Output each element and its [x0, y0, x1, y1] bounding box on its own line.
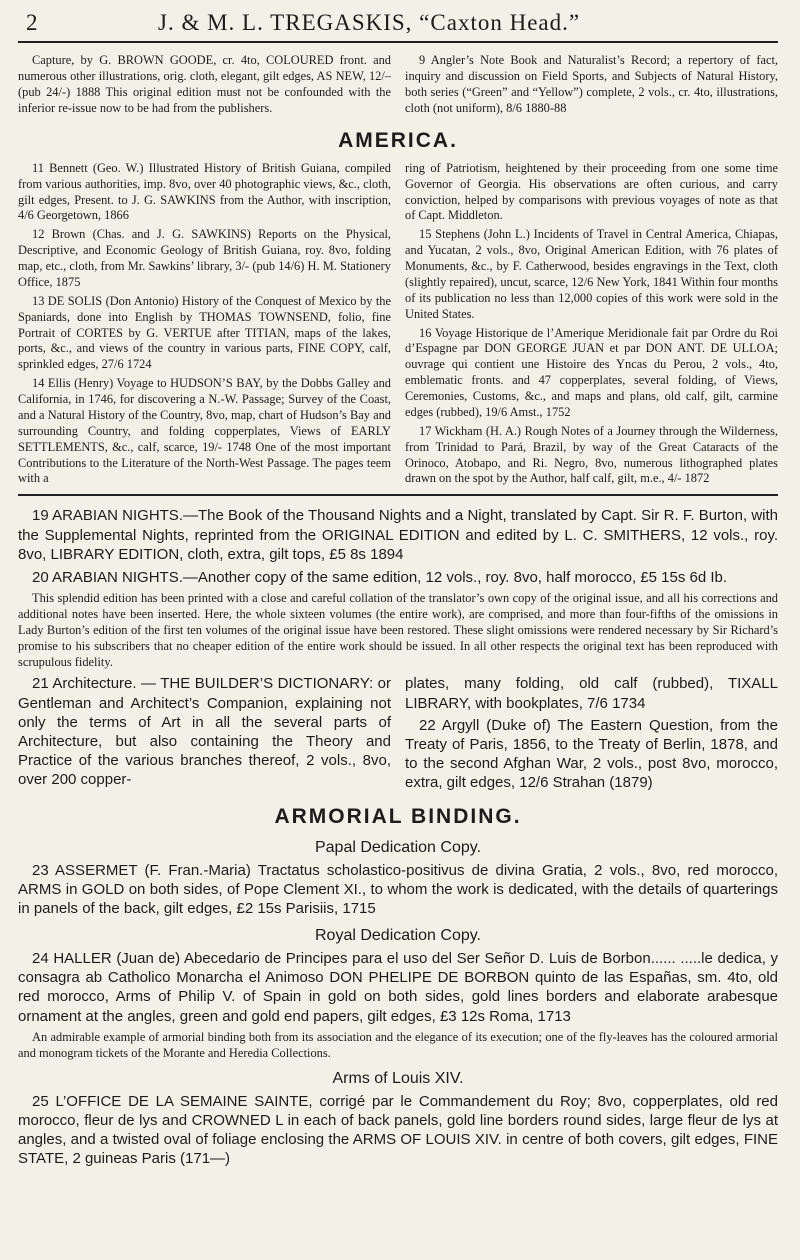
section-heading-america: AMERICA. — [338, 128, 458, 152]
entry-12: 12 Brown (Chas. and J. G. SAWKINS) Reports on the Physical, Descriptive, and Economic Geology of British Guiana, roy. 8vo, folding map, etc., cloth, from Mr. Sawkins’ library, 3/- (pub 14/6) H. M. Stationery Office, 1875 — [18, 227, 391, 289]
entry-19: 19 ARABIAN NIGHTS.—The Book of the Thousand Nights and a Night, translated by Capt. Sir R. F. Burton, with the Supplemental Nights, reprinted from the ORIGINAL EDITION and edited by L. C. SMITHERS, 12 vols., roy. 8vo, LIBRARY EDITION, cloth, extra, gilt tops, £5 8s 1894 — [18, 507, 778, 563]
entry-24: 24 HALLER (Juan de) Abecedario de Principes para el uso del Ser Señor D. Luis de Borbon...... .....le dedica, y consagra ab Catholico Monarcha el Animoso DON PHELIPE DE BORBON quinto de las Españas, sm. 4to, old red morocco, Arms of Philip V. of Spain in gold on both sides, gold lines borders and elaborate arabesque ornament at the angles, green and gold end papers, gilt edges, £3 12s Roma, 1713 — [18, 949, 778, 1025]
entry-11: 11 Bennett (Geo. W.) Illustrated History of British Guiana, compiled from various authorities, imp. 8vo, over 40 photographic views, &c., cloth, gilt edges, Present. to J. G. SAWKINS from the Author, with inscription, 4/6 Georgetown, 1866 — [18, 160, 391, 223]
subheading-louis: Arms of Louis XIV. — [332, 1070, 464, 1088]
arabian-note: This splendid edition has been printed with a close and careful collation of the translator’s own copy of the original issue, and all his corrections and additional notes have been inserted. Here, the whole sixteen volumes (the entire work), are comprised, and more than four-fifths of the omissions in Lady Burton’s edition of the first ten volumes of the original issue have been restored. These slight omissions were rendered necessary by Sir Richard’s promise to his subscribers that no cheaper edition of the entire work should be issued. In all other respects the original text has been reproduced with scrupulous fidelity. — [18, 591, 778, 669]
entry-24-note: An admirable example of armorial binding both from its association and the elegance of its execution; one of the fly-leaves has the coloured armorial and monogram tickets of the Morante and Heredia Collections. — [18, 1029, 778, 1060]
entry-21: 21 Architecture. — THE BUILDER’S DICTIONARY: or Gentleman and Architect’s Companion, explaining not only the terms of Art in all the several parts of Architecture, but also containing the Theory and Practice of the various branches thereof, 2 vols., 8vo, over 200 copper- — [18, 675, 391, 789]
top-right-column — [405, 53, 778, 120]
entry-15: 15 Stephens (John L.) Incidents of Travel in Central America, Chiapas, and Yucatan, 2 vols., 8vo, Original American Edition, with 76 plates of Monuments, &c., by F. Catherwood, besides engravings in the Text, cloth (slightly repaired), uncut, scarce, 12/6 New York, 1841 Within four months of its publication no less than 12,000 copies of this work were sold in the United States. — [405, 227, 778, 321]
entry-capture: Capture, by G. BROWN GOODE, cr. 4to, COLOURED front. and numerous other illustrations, orig. cloth, elegant, gilt edges, AS NEW, 12/– (pub 24/-) 1888 This original edition must not be confounded with the inferior re-issue now to be had from the publishers. — [18, 53, 391, 116]
entry-14-continued: ring of Patriotism, heightened by their proceeding from one some time Governor of Georgia. His observations are often curious, and carry conviction, helped by comparisons with previous voyages of note as that of Capt. Middleton. — [405, 160, 778, 223]
america-right-column — [405, 161, 778, 491]
america-left-column — [18, 161, 391, 491]
section-rule — [18, 494, 778, 496]
mid-columns — [18, 674, 778, 795]
entry-9: 9 Angler’s Note Book and Naturalist’s Record; a repertory of fact, inquiry and discussion on Field Sports, and Subjects of Natural History, both series (“Green” and “Yellow”) complete, 2 vols., cr. 4to, illustrations, cloth (not uniform), 8/6 1880-88 — [405, 53, 778, 116]
entry-21-continued: plates, many folding, old calf (rubbed), TIXALL LIBRARY, with bookplates, 7/6 1734 — [405, 675, 778, 712]
mid-right-column — [405, 674, 778, 795]
section-heading-armorial: ARMORIAL BINDING. — [274, 804, 522, 828]
header-rule — [18, 41, 778, 43]
top-columns — [18, 53, 778, 120]
page-header — [18, 8, 778, 37]
page-title: J. & M. L. TREGASKIS, “Caxton Head.” — [158, 10, 581, 35]
entry-22: 22 Argyll (Duke of) The Eastern Question, from the Treaty of Paris, 1856, to the Treaty of Berlin, 1878, and to the second Afghan War, 2 vols., post 8vo, morocco, extra, gilt edges, 12/6 Strahan (1879) — [405, 716, 778, 792]
page-number: 2 — [26, 10, 39, 35]
america-columns — [18, 161, 778, 491]
top-left-column — [18, 53, 391, 120]
mid-left-column — [18, 674, 391, 795]
entry-25: 25 L’OFFICE DE LA SEMAINE SAINTE, corrigé par le Commandement du Roy; 8vo, copperplates, old red morocco, fleur de lys and CROWNED L in each of back panels, gold line borders round sides, large fleur de lys at angles, and a twisted oval of foliage enclosing the ARMS OF LOUIS XIV. in centre of both covers, gilt edges, FINE STATE, 2 guineas Paris (171—) — [18, 1092, 778, 1168]
entry-23: 23 ASSERMET (F. Fran.-Maria) Tractatus scholastico-positivus de divina Gratia, 2 vols., 8vo, red morocco, ARMS in GOLD on both sides, of Pope Clement XI., to whom the work is dedicated, with the details of quarterings in panels of the back, gilt edges, £2 15s Parisiis, 1715 — [18, 861, 778, 918]
entry-17: 17 Wickham (H. A.) Rough Notes of a Journey through the Wilderness, from Trinidad to Pará, Brazil, by way of the Great Cataracts of the Orinoco, Atobapo, and Ri. Negro, 8vo, numerous lithographed plates drawn on the spot by the Author, half calf, gilt, m.e., 4/- 1872 — [405, 423, 778, 486]
entry-20: 20 ARABIAN NIGHTS.—Another copy of the same edition, 12 vols., roy. 8vo, half morocco, £5 15s 6d Ib. — [32, 568, 728, 586]
entry-16: 16 Voyage Historique de l’Amerique Meridionale fait par Ordre du Roi d’Espagne par DON GEORGE JUAN et par DON ANT. DE ULLOA; ouvrage qui contient une Histoire des Yncas du Perou, 2 vols., 4to, emblematic fronts. and 47 copperplates, several folding, of Views, Ceremonies, Customs, &c., and maps and plans, old calf, gilt, carmine edges (rubbed), 19/6 Amst., 1752 — [405, 325, 778, 419]
subheading-papal: Papal Dedication Copy. — [314, 839, 482, 857]
subheading-royal: Royal Dedication Copy. — [314, 927, 481, 945]
entry-14: 14 Ellis (Henry) Voyage to HUDSON’S BAY, by the Dobbs Galley and California, in 1746, for discovering a N.-W. Passage; Survey of the Coast, and a Natural History of the Country, 8vo, map, chart of Hudson’s Bay and surrounding Country, and folding copperplates, Views of EARLY SETTLEMENTS, &c., calf, scarce, 19/- 1748 One of the most important Contributions to the Literature of the North-West Passage. The pages teem with a — [18, 376, 391, 486]
entry-13: 13 DE SOLIS (Don Antonio) History of the Conquest of Mexico by the Spaniards, done into English by THOMAS TOWNSEND, folio, fine Portrait of CORTES by G. VERTUE after TITIAN, maps of the lakes, ports, &c., and views of the country in various parts, FINE COPY, calf, sprinkled edges, 27/6 1724 — [18, 293, 391, 372]
